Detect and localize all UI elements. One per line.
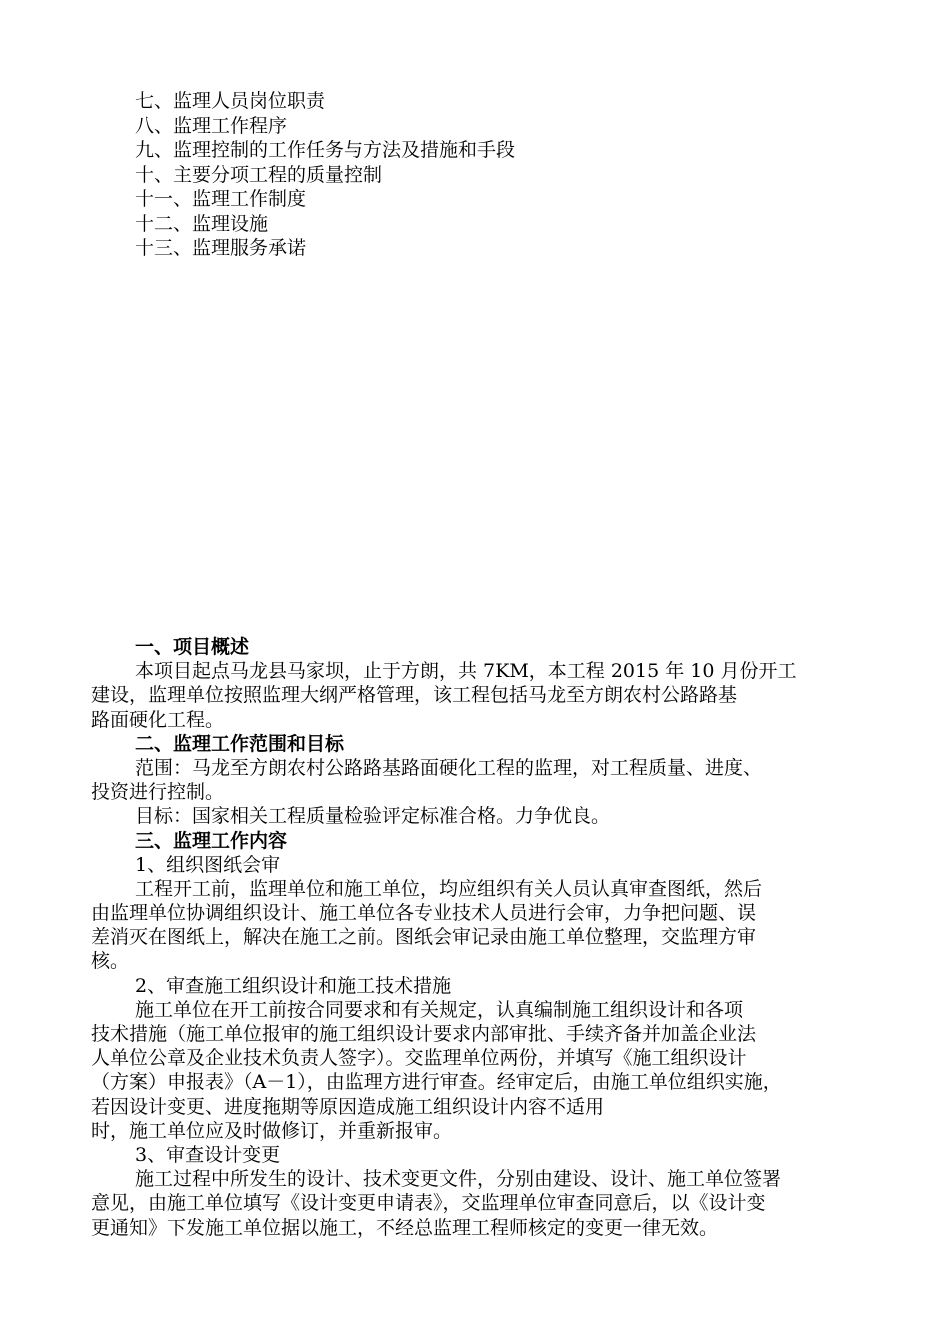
paragraph-line: 核。 [91, 950, 130, 973]
toc-item: 十三、监理服务承诺 [135, 237, 307, 259]
paragraph-line: 范围：马龙至方朗农村公路路基路面硬化工程的监理，对工程质量、进度、 [135, 756, 763, 779]
paragraph-line: 3、审查设计变更 [135, 1143, 281, 1166]
paragraph-line: 人单位公章及企业技术负责人签字）。交监理单位两份，并填写《施工组织设计 [91, 1047, 747, 1070]
paragraph-line: 目标：国家相关工程质量检验评定标准合格。力争优良。 [135, 805, 611, 828]
toc-item: 九、监理控制的工作任务与方法及措施和手段 [135, 139, 516, 161]
section-heading: 二、监理工作范围和目标 [135, 732, 345, 755]
toc-item: 十二、监理设施 [135, 212, 269, 235]
paragraph-line: 1、组织图纸会审 [135, 853, 281, 876]
toc-item: 十、主要分项工程的质量控制 [135, 163, 383, 186]
paragraph-line: 差消灭在图纸上，解决在施工之前。图纸会审记录由施工单位整理，交监理方审 [91, 926, 757, 949]
section-heading: 一、项目概述 [135, 636, 250, 658]
paragraph-line: 施工过程中所发生的设计、技术变更文件，分别由建设、设计、施工单位签署 [135, 1168, 782, 1191]
paragraph-line: 本项目起点马龙县马家坝，止于方朗，共 7KM，本工程 2015 年 10 月份开工 [135, 660, 797, 683]
paragraph-line: 建设，监理单位按照监理大纲严格管理，该工程包括马龙至方朗农村公路路基 [91, 684, 738, 707]
paragraph-line: （方案）申报表》（A－1），由监理方进行审查。经审定后，由施工单位组织实施， [91, 1071, 782, 1094]
paragraph-line: 更通知》下发施工单位据以施工，不经总监理工程师核定的变更一律无效。 [91, 1216, 719, 1239]
paragraph-line: 工程开工前，监理单位和施工单位，均应组织有关人员认真审查图纸，然后 [135, 877, 763, 900]
paragraph-line: 路面硬化工程。 [91, 708, 225, 731]
paragraph-line: 投资进行控制。 [91, 781, 225, 804]
section-heading: 三、监理工作内容 [135, 829, 288, 852]
table-of-contents [135, 89, 515, 261]
paragraph-line: 技术措施（施工单位报审的施工组织设计要求内部审批、手续齐备并加盖企业法 [91, 1023, 757, 1045]
paragraph-line: 2、审查施工组织设计和施工技术措施 [135, 974, 452, 997]
paragraph-line: 时，施工单位应及时做修订，并重新报审。 [91, 1119, 453, 1142]
paragraph-line: 意见，由施工单位填写《设计变更申请表》，交监理单位审查同意后，以《设计变 [91, 1192, 766, 1215]
paragraph-line: 由监理单位协调组织设计、施工单位各专业技术人员进行会审，力争把问题、误 [91, 902, 757, 925]
paragraph-line: 若因设计变更、进度拖期等原因造成施工组织设计内容不适用 [91, 1095, 605, 1118]
document-body [91, 635, 861, 1240]
paragraph-line: 施工单位在开工前按合同要求和有关规定，认真编制施工组织设计和各项 [135, 998, 744, 1021]
toc-item: 七、监理人员岗位职责 [135, 90, 326, 112]
toc-item: 十一、监理工作制度 [135, 188, 307, 210]
toc-item: 八、监理工作程序 [135, 114, 288, 137]
